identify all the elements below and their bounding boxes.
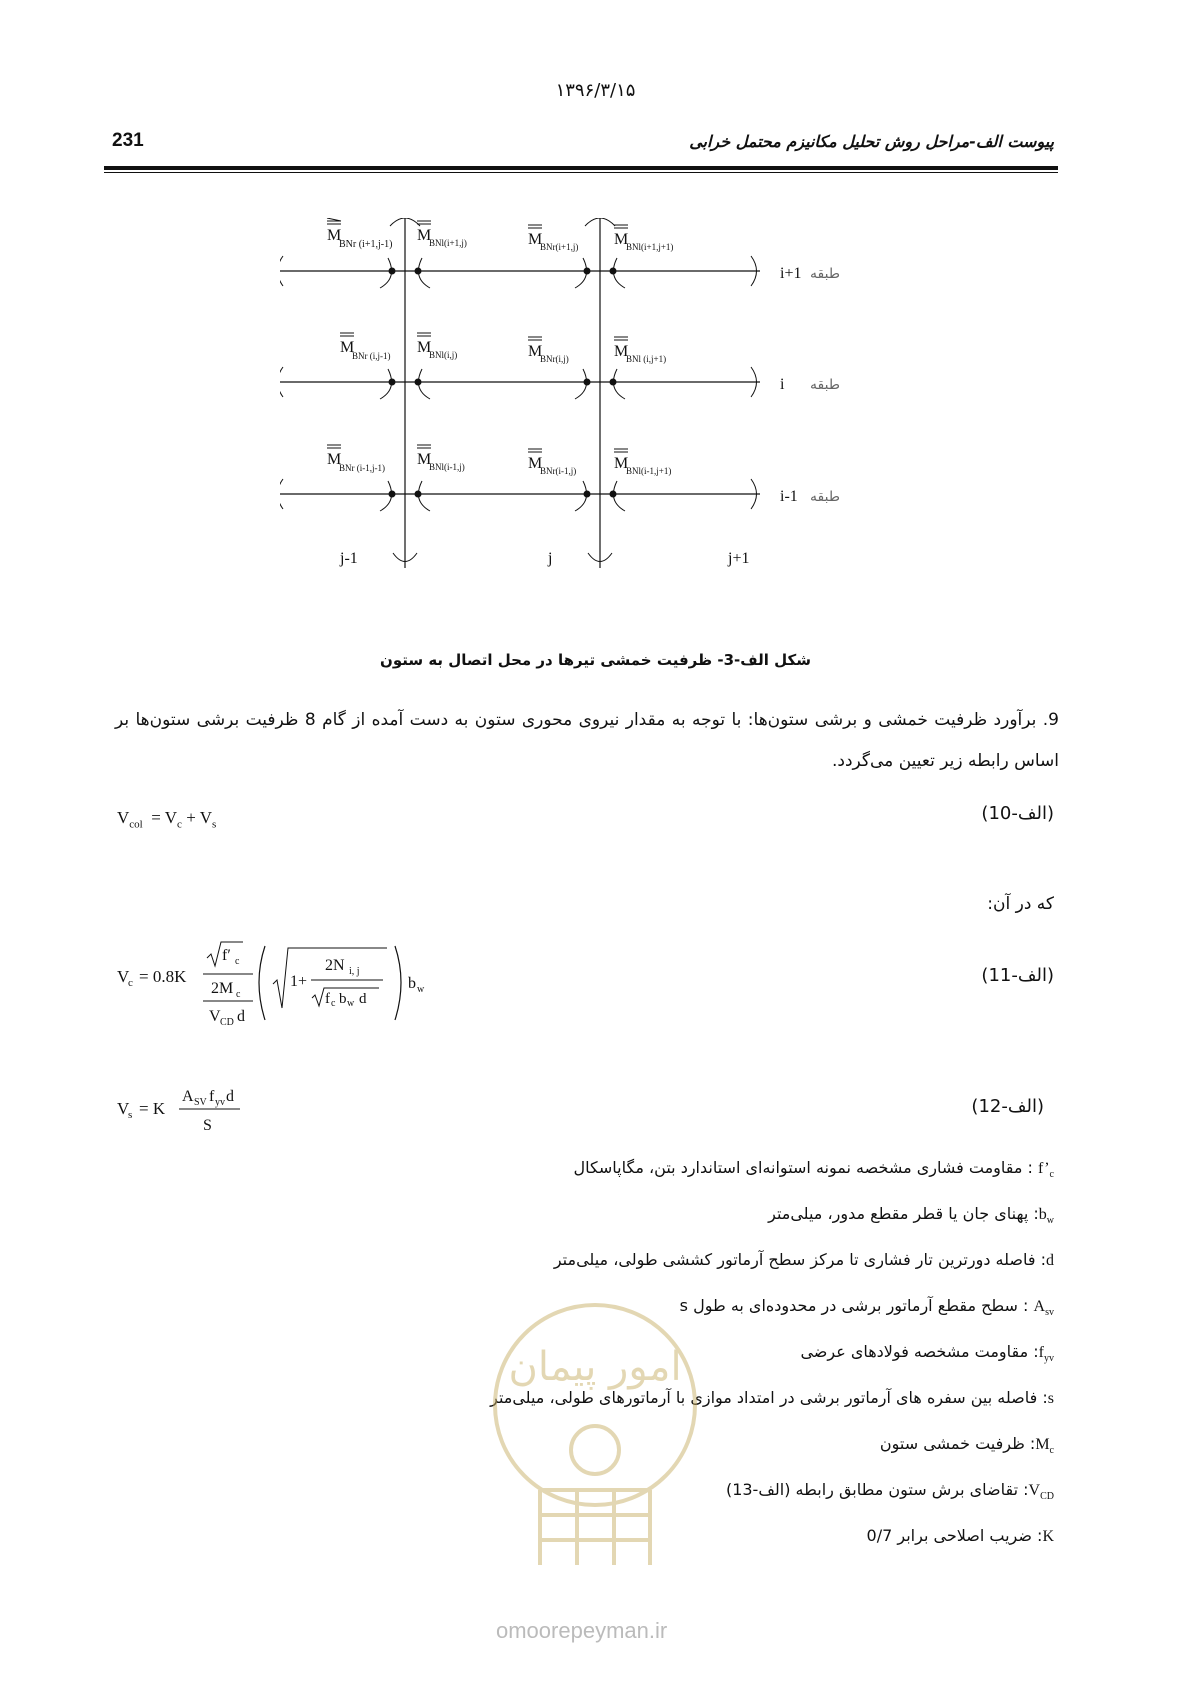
svg-text:M: M bbox=[528, 343, 543, 360]
svg-text:j+1: j+1 bbox=[728, 550, 750, 567]
equation-11-label: (الف-11) bbox=[981, 965, 1054, 986]
svg-text:M: M bbox=[528, 231, 543, 248]
bay-labels bbox=[339, 550, 749, 567]
svg-text:d: d bbox=[226, 1088, 234, 1105]
svg-text:M: M bbox=[417, 227, 432, 244]
watermark-logo bbox=[480, 1290, 710, 1590]
svg-text:i: i bbox=[780, 376, 785, 393]
paragraph-step-9: 9. برآورد ظرفیت خمشی و برشی ستون‌ها: با توجه به مقدار نیروی محوری ستون به دست آمده از گام 8 ظرفیت برشی ستون‌ها بر اساس رابطه زیر تعیین می‌گردد. bbox=[115, 710, 1059, 771]
svg-text:V: V bbox=[117, 967, 130, 986]
svg-text:V: V bbox=[117, 1099, 130, 1118]
equation-12 bbox=[115, 1080, 275, 1140]
svg-text:w: w bbox=[417, 984, 425, 995]
svg-text:1+: 1+ bbox=[290, 973, 308, 990]
definition-bw: $b_w$: پهنای جان یا قطر مقطع مدور، میلی‌متر bbox=[768, 1204, 1054, 1227]
where-text: که در آن: bbox=[987, 894, 1054, 914]
svg-text:b: b bbox=[339, 991, 347, 1007]
svg-text:CD: CD bbox=[220, 1017, 234, 1028]
svg-text:M: M bbox=[327, 227, 342, 244]
equation-10-label: (الف-10) bbox=[981, 803, 1054, 824]
svg-text:BNl (i,j+1): BNl (i,j+1) bbox=[626, 354, 667, 364]
svg-text:BNr (i+1,j-1): BNr (i+1,j-1) bbox=[339, 239, 393, 250]
svg-text:yv: yv bbox=[215, 1097, 225, 1108]
svg-text:= 0.8K: = 0.8K bbox=[139, 967, 187, 986]
svg-text:f: f bbox=[325, 991, 330, 1007]
svg-text:c: c bbox=[331, 998, 336, 1009]
svg-text:f: f bbox=[209, 1088, 215, 1105]
definition-vcd: $V_{CD}$: تقاضای برش ستون مطابق رابطه (الف-13) bbox=[725, 1480, 1054, 1503]
svg-text:طبقه: طبقه bbox=[810, 377, 840, 393]
svg-text:S: S bbox=[203, 1117, 212, 1134]
svg-text:امور پیمان: امور پیمان bbox=[508, 1344, 682, 1390]
svg-text:w: w bbox=[347, 998, 355, 1009]
definition-k: K: ضریب اصلاحی برابر 0/7 bbox=[866, 1526, 1054, 1545]
svg-text:b: b bbox=[408, 975, 416, 992]
definition-fc: $f’_c$ : مقاومت فشاری مشخصه نمونه استوانه‌ای استاندارد بتن، مگاپاسکال bbox=[573, 1158, 1054, 1181]
svg-text:طبقه: طبقه bbox=[810, 266, 840, 282]
svg-text:BNr (i-1,j-1): BNr (i-1,j-1) bbox=[339, 463, 385, 473]
chapter-title: پیوست الف-مراحل روش تحلیل مکانیزم محتمل خرابی bbox=[689, 132, 1054, 151]
watermark-url: omoorepeyman.ir bbox=[496, 1618, 668, 1643]
svg-text:M: M bbox=[614, 455, 629, 472]
svg-text:BNl(i+1,j): BNl(i+1,j) bbox=[429, 238, 467, 248]
equation-11 bbox=[115, 938, 435, 1038]
svg-text:BNl(i+1,j+1): BNl(i+1,j+1) bbox=[626, 242, 674, 252]
figure-caption: شکل الف-3- ظرفیت خمشی تیرها در محل اتصال به ستون bbox=[380, 651, 811, 669]
svg-text:M: M bbox=[417, 451, 432, 468]
svg-text:d: d bbox=[237, 1008, 245, 1025]
svg-text:i, j: i, j bbox=[349, 966, 360, 977]
header-rule bbox=[104, 166, 1058, 170]
svg-text:BNr(i,j): BNr(i,j) bbox=[540, 354, 569, 364]
svg-text:j-1: j-1 bbox=[340, 550, 358, 567]
svg-text:BNl(i,j): BNl(i,j) bbox=[429, 350, 458, 360]
svg-text:i-1: i-1 bbox=[780, 488, 798, 505]
svg-text:f′: f′ bbox=[222, 947, 231, 964]
svg-text:BNr(i+1,j): BNr(i+1,j) bbox=[540, 242, 579, 252]
page-number: 231 bbox=[112, 130, 144, 151]
definition-s: s: فاصله بین سفره های آرماتور برشی در امتداد موازی با آرماتورهای طولی، میلی‌متر bbox=[490, 1388, 1054, 1407]
svg-text:j: j bbox=[548, 550, 553, 567]
svg-text:BNr(i-1,j): BNr(i-1,j) bbox=[540, 466, 577, 476]
joint-row-2 bbox=[380, 369, 625, 399]
svg-text:M: M bbox=[417, 339, 432, 356]
svg-text:طبقه: طبقه bbox=[810, 489, 840, 505]
svg-text:A: A bbox=[182, 1088, 194, 1105]
svg-text:2M: 2M bbox=[211, 980, 234, 997]
moment-labels-row-1 bbox=[327, 218, 673, 252]
svg-text:M: M bbox=[614, 343, 629, 360]
definition-d: d: فاصله دورترین تار فشاری تا مرکز سطح آرماتور کششی طولی، میلی‌متر bbox=[553, 1250, 1054, 1269]
svg-text:c: c bbox=[235, 956, 240, 967]
svg-text:V: V bbox=[209, 1008, 221, 1025]
moment-labels-row-3 bbox=[327, 445, 671, 476]
svg-text:c: c bbox=[128, 977, 133, 989]
moment-labels-row-2 bbox=[340, 333, 666, 364]
svg-text:BNl(i-1,j): BNl(i-1,j) bbox=[429, 462, 465, 472]
svg-text:d: d bbox=[359, 991, 367, 1007]
svg-text:i+1: i+1 bbox=[780, 265, 802, 282]
svg-text:SV: SV bbox=[194, 1097, 207, 1108]
joint-row-3 bbox=[380, 481, 625, 511]
equation-10: $V_{col} = V_c + V_s$ bbox=[117, 808, 217, 831]
svg-text:s: s bbox=[128, 1109, 133, 1121]
definition-fyv: $f_{yv}$: مقاومت مشخصه فولادهای عرضی bbox=[800, 1342, 1054, 1365]
svg-text:M: M bbox=[327, 451, 342, 468]
svg-text:M: M bbox=[528, 455, 543, 472]
joint-row-1 bbox=[380, 258, 625, 288]
header-rule-thin bbox=[104, 172, 1058, 173]
equation-12-label: (الف-12) bbox=[971, 1096, 1044, 1117]
floor-labels bbox=[780, 265, 840, 505]
svg-text:= K: = K bbox=[139, 1099, 166, 1118]
definition-asv: $A_{sv}$ : سطح مقطع آرماتور برشی در محدوده‌ای به طول s bbox=[679, 1296, 1054, 1319]
svg-text:c: c bbox=[236, 989, 241, 1000]
beam-column-frame-diagram bbox=[280, 218, 840, 578]
definition-mc: $M_c$: ظرفیت خمشی ستون bbox=[879, 1434, 1054, 1457]
svg-text:BNl(i-1,j+1): BNl(i-1,j+1) bbox=[626, 466, 672, 476]
svg-text:2N: 2N bbox=[325, 957, 345, 974]
svg-text:M: M bbox=[614, 231, 629, 248]
svg-text:M: M bbox=[340, 339, 355, 356]
page-date: ۱۳۹۶/۳/۱۵ bbox=[555, 80, 636, 101]
svg-text:BNr (i,j-1): BNr (i,j-1) bbox=[352, 351, 391, 361]
